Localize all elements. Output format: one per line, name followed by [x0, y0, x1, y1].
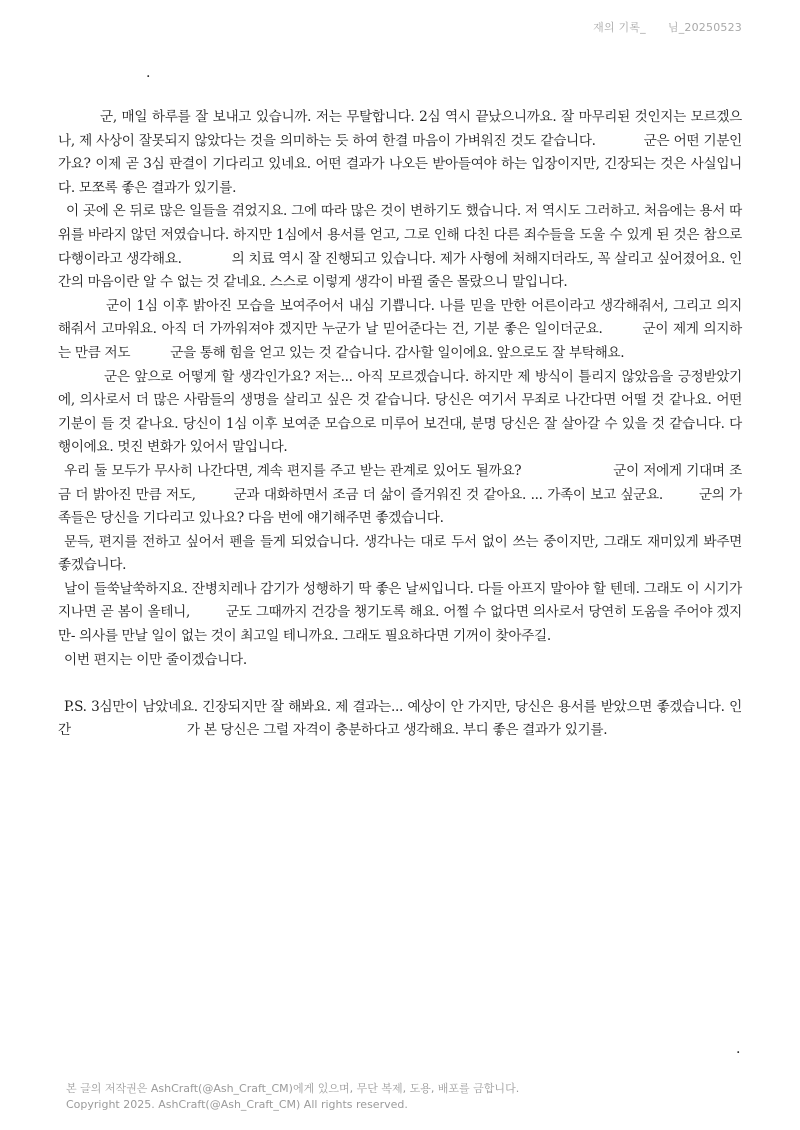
copyright-footer — [66, 1081, 519, 1113]
letter-paragraph — [58, 295, 742, 366]
letter-body — [58, 106, 742, 743]
paragraph-text: 군은 앞으로 어떻게 할 생각인가요? 저는... 아직 모르겠습니다. 하지만 제 방식이 틀리지 않았음을 긍정받았기에, 의사로서 더 많은 사람들의 생명을 살리고 싶은 것 같습니다. 당신은 여기서 무죄로 나간다면 어떨 것 같나요. 어떤 기분이 들 것 같나요. 당신이 1심 이후 보여준 모습으로 미루어 보건대, 분명 당신은 잘 살아갈 수 있을 것 같습니다. 다행이에요. 멋진 변화가 있어서 말입니다. — [58, 368, 742, 456]
paragraph-text: 군을 통해 힘을 얻고 있는 것 같습니다. 감사할 일이에요. 앞으로도 잘 부탁해요. — [170, 344, 625, 361]
paragraph-text: 군이 1심 이후 밝아진 모습을 보여주어서 내심 기쁩니다. 나를 믿을 만한 어른이라고 생각해줘서, 그리고 의지해줘서 고마워요. 아직 더 가까워져야 겠지만 누군가 날 믿어준다는 건, 기분 좋은 일이더군요. — [58, 297, 742, 338]
document-header — [593, 19, 742, 35]
letter-paragraph — [58, 106, 742, 200]
letter-paragraph — [58, 531, 742, 578]
letter-paragraph — [58, 460, 742, 531]
paragraph-text: 군은 어떤 기분인가요? 이제 곧 3심 판결이 기다리고 있네요. 어떤 결과가 나오든 받아들여야 하는 입장이지만, 긴장되는 것은 사실입니다. 모쪼록 좋은 결과가 있기를. — [58, 132, 742, 196]
paragraph-text: 문득, 편지를 전하고 싶어서 펜을 들게 되었습니다. 생각나는 대로 두서 없이 쓰는 중이지만, 그래도 재미있게 봐주면 좋겠습니다. — [58, 533, 742, 574]
header-record-label: 재의 기록_ — [593, 21, 646, 34]
paragraph-text: 군, 매일 하루를 잘 보내고 있습니까. 저는 무탈합니다. 2심 역시 끝났으니까요. 잘 마무리된 것인지는 모르겠으나, 제 사상이 잘못되지 않았다는 것을 의미하는 듯 하여 한결 마음이 가벼워진 것도 같습니다. — [58, 109, 742, 149]
paragraph-text: 의 치료 역시 잘 진행되고 있습니다. 제가 사형에 처해지더라도, 꼭 살리고 싶어졌어요. 인간의 마음이란 알 수 없는 것 같네요. 스스로 이렇게 생각이 바뀔 줄은 몰랐으니 말입니다. — [58, 250, 742, 291]
letter-paragraph — [58, 578, 742, 649]
letter-paragraph — [58, 200, 742, 294]
copyright-notice-korean: 본 글의 저작권은 AshCraft(@Ash_Craft_CM)에게 있으며, 무단 복제, 도용, 배포를 금합니다. — [66, 1082, 520, 1095]
top-dot-mark: . — [146, 65, 151, 81]
copyright-notice-english: Copyright 2025. AshCraft(@Ash_Craft_CM) All rights reserved. — [66, 1098, 408, 1111]
paragraph-text: 군이 제게 의지하는 만큼 저도 — [58, 321, 742, 361]
paragraph-text: 이번 편지는 이만 줄이겠습니다. — [64, 651, 247, 668]
paragraph-text: 군의 가족들은 당신을 기다리고 있나요? 다음 번에 얘기해주면 좋겠습니다. — [58, 486, 743, 527]
paragraph-text: 우리 둘 모두가 무사히 나간다면, 계속 편지를 주고 받는 관계로 있어도 될까요? — [64, 462, 522, 479]
header-recipient-date: 님_20250523 — [667, 21, 742, 34]
paragraph-text: 이 곳에 온 뒤로 많은 일들을 겪었지요. 그에 따라 많은 것이 변하기도 했습니다. 저 역시도 그러하고. 처음에는 용서 따위를 바라지 않던 저였습니다. 하지만 1심에서 용서를 얻고, 그로 인해 다친 다른 죄수들을 도울 수 있게 된 것은 참으로 다행이라고 생각해요. — [58, 203, 742, 267]
letter-paragraph — [58, 366, 742, 460]
paragraph-text: P.S. 3심만이 남았네요. 긴장되지만 잘 해봐요. 제 결과는... 예상이 안 가지만, 당신은 용서를 받았으면 좋겠습니다. 인간 — [58, 698, 742, 739]
paragraph-text: 군과 대화하면서 조금 더 삶이 즐거워진 것 같아요. ... 가족이 보고 싶군요. — [233, 486, 663, 503]
bottom-dot-mark: . — [736, 1041, 741, 1057]
letter-paragraph — [58, 649, 742, 673]
paragraph-text: 군이 저에게 기대며 조금 더 밝아진 만큼 저도, — [58, 462, 742, 503]
paragraph-text: 날이 들쑥날쑥하지요. 잔병치레나 감기가 성행하기 딱 좋은 날씨입니다. 다들 아프지 말아야 할 텐데. 그래도 이 시기가 지나면 곧 봄이 올테니, — [58, 580, 742, 621]
paragraph-text: 가 본 당신은 그럴 자격이 충분하다고 생각해요. 부디 좋은 결과가 있기를. — [186, 722, 608, 739]
paragraph-text: 군도 그때까지 건강을 챙기도록 해요. 어쩔 수 없다면 의사로서 당연히 도움을 주어야 겠지만- 의사를 만날 일이 없는 것이 최고일 테니까요. 그래도 필요하다면 기꺼이 찾아주길. — [58, 604, 742, 645]
letter-paragraph — [58, 696, 742, 743]
